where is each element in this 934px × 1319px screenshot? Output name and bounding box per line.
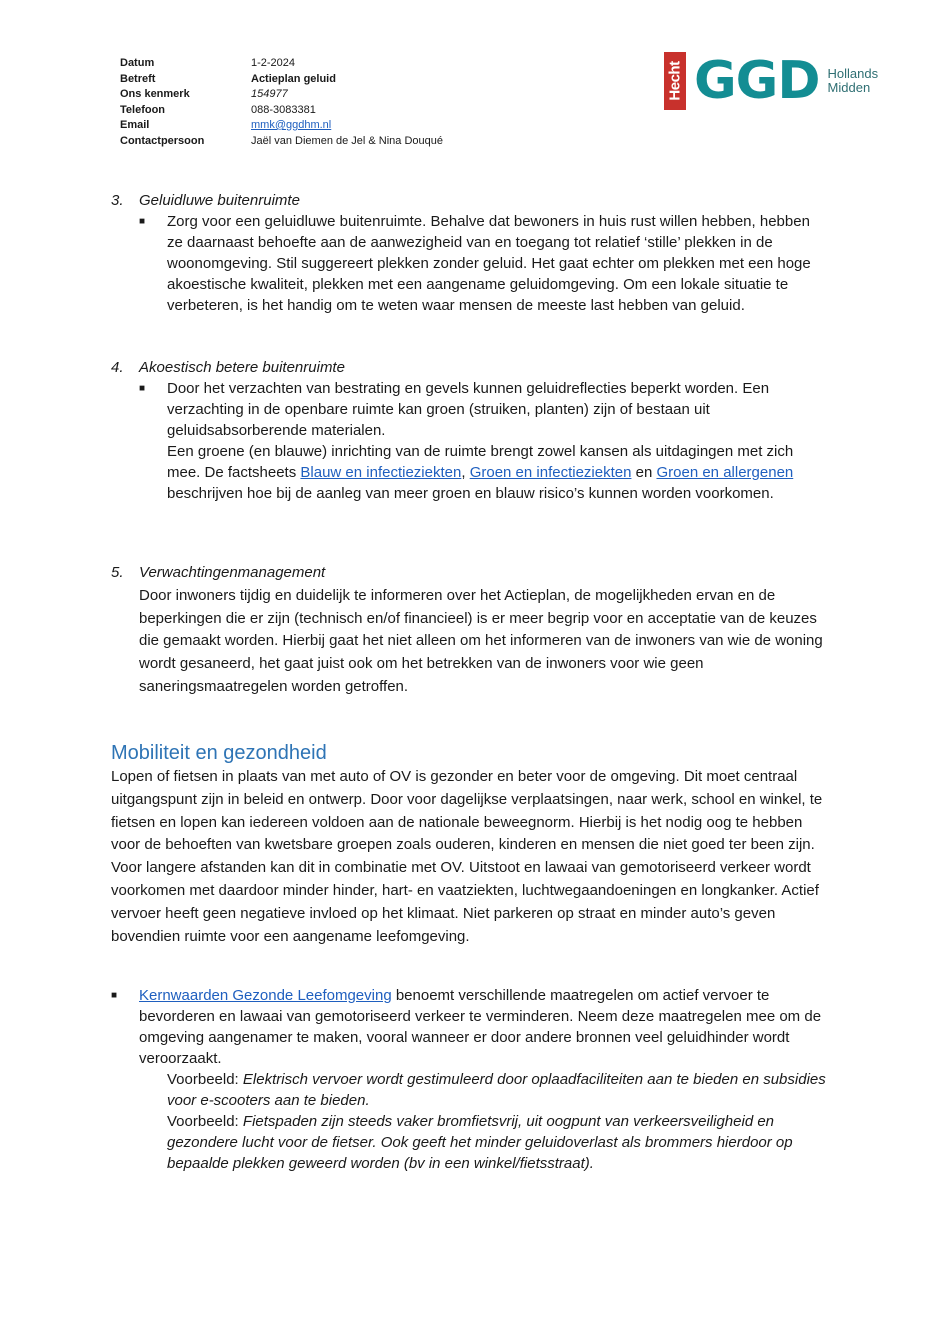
paragraph: Lopen of fietsen in plaats van met auto of OV is gezonder en beter voor de omgeving. Dit moet centraal uitgangspunt zijn in beleid en ontwerp. Door voor dagelijkse verplaatsingen, naar werk, school en winkel, te fietsen en lopen kan iedereen voldoen aan de nationale beweegnorm. Hierbij is het nodig oog te hebben voor de behoeften van kwetsbare groepen zoals ouderen, kinderen en mensen die niet goed ter been zijn. Voor langere afstanden kan dit in combinatie met OV. Uitstoot en lawaai van gemotoriseerd verkeer wordt voorkomen met daardoor minder hinder, hart- en vaatziekten, luchtwegaandoeningen en longkanker. Actief vervoer heeft geen negatieve invloed op het klimaat. Niet parkeren op straat en minder auto’s geven bovendien ruimte voor een aangename leefomgeving. bbox=[111, 768, 823, 945]
bullet-icon: ■ bbox=[111, 990, 118, 1001]
meta-row-date bbox=[120, 56, 443, 72]
meta-row-phone bbox=[120, 103, 443, 119]
region-name bbox=[828, 67, 879, 95]
bullet-item bbox=[139, 378, 826, 504]
item-number: 4. bbox=[111, 359, 124, 376]
paragraph bbox=[139, 985, 826, 1069]
meta-label: Betreft bbox=[120, 72, 156, 85]
link-kernwaarden[interactable]: Kernwaarden Gezonde Leefomgeving bbox=[139, 987, 392, 1004]
meta-label: Contactpersoon bbox=[120, 134, 205, 147]
link-groen-infectieziekten[interactable]: Groen en infectieziekten bbox=[469, 464, 632, 481]
meta-value: 154977 bbox=[251, 88, 288, 100]
mobility-bullet bbox=[111, 985, 826, 1174]
paragraph bbox=[167, 378, 826, 504]
section-mobility bbox=[111, 740, 826, 948]
paragraph: Door inwoners tijdig en duidelijk te informeren over het Actieplan, de mogelijkheden ervan en de beperkingen die er zijn (technisch en/of financieel) is er meer begrip voor en acceptatie van de keuzes die gemaakt worden. Hierbij gaat het niet alleen om het informeren van de inwoners van wie de woning wordt gesaneerd, het gaat juist ook om het betrekken van de inwoners voor wie geen saneringsmaatregelen worden getroffen. bbox=[139, 586, 823, 695]
meta-row-contact bbox=[120, 134, 443, 150]
text: en bbox=[631, 464, 657, 481]
meta-value: 088-3083381 bbox=[251, 103, 316, 116]
example-label: Voorbeeld: bbox=[167, 1113, 243, 1130]
region-line1: Hollands bbox=[827, 66, 879, 81]
example-2 bbox=[167, 1111, 826, 1174]
example-text: Fietspaden zijn steeds vaker bromfietsvrij, uit oogpunt van verkeersveiligheid en gezondere lucht voor de fietser. Ook geeft het minder geluidoverlast als brommers hierdoor op bepaalde plekken geweerd worden (bv in een winkel/fietsstraat). bbox=[167, 1113, 793, 1172]
letter-metadata bbox=[120, 56, 443, 149]
meta-label: Email bbox=[120, 119, 150, 131]
email-link[interactable]: mmk@ggdhm.nl bbox=[251, 119, 332, 131]
item-heading bbox=[111, 357, 826, 378]
meta-row-subject bbox=[120, 72, 443, 88]
item-3 bbox=[111, 190, 826, 316]
ggd-wordmark: GGD bbox=[694, 51, 820, 111]
link-blauw-infectieziekten[interactable]: Blauw en infectieziekten bbox=[300, 464, 462, 481]
item-number: 5. bbox=[111, 564, 124, 581]
bullet-icon: ■ bbox=[139, 216, 146, 227]
paragraph-text: Door het verzachten van bestrating en gevels kunnen geluidreflecties beperkt worden. Een verzachting in de openbare ruimte kan groen (struiken, planten) zijn of bestaan uit geluidsabsorberende materialen. bbox=[167, 380, 770, 439]
paragraph-text-links bbox=[167, 441, 826, 504]
item-heading bbox=[111, 562, 826, 585]
meta-value: Jaël van Diemen de Jel & Nina Douqué bbox=[251, 134, 444, 147]
region-line2: Midden bbox=[827, 80, 871, 95]
meta-label: Datum bbox=[120, 57, 155, 69]
bullet-icon: ■ bbox=[139, 383, 146, 394]
item-title: Verwachtingenmanagement bbox=[139, 564, 326, 581]
item-heading bbox=[111, 190, 826, 211]
text: Een groene (en blauwe) inrichting van de ruimte brengt zowel kansen als uitdagingen met zich mee. De factsheets bbox=[167, 443, 794, 481]
meta-value: Actieplan geluid bbox=[251, 72, 336, 85]
meta-row-reference bbox=[120, 87, 443, 103]
example-text: Elektrisch vervoer wordt gestimuleerd door oplaadfaciliteiten aan te bieden en subsidies voor e-scooters aan te bieden. bbox=[167, 1071, 826, 1109]
paragraph: Zorg voor een geluidluwe buitenruimte. Behalve dat bewoners in huis rust willen hebben, hebben ze daarnaast behoefte aan de aanwezigheid van en toegang tot relatief ‘stille’ plekken in de woonomgeving. Stil suggereert plekken zonder geluid. Het gaat echter om plekken met een hoge akoestische kwaliteit, plekken met een aangename geluidomgeving. Om een lokale situatie te verbeteren, is het handig om te weten waar mensen de meeste last hebben van geluid. bbox=[167, 213, 811, 314]
item-number: 3. bbox=[111, 192, 124, 209]
item-5 bbox=[111, 562, 826, 699]
meta-row-email bbox=[120, 118, 443, 134]
text: benoemt verschillende maatregelen om actief vervoer te bevorderen en lawaai van gemotoriseerd verkeer te verminderen. Neem deze maatregelen mee om de omgeving aangenamer te maken, vooral wanneer er door andere bronnen veel geluidhinder wordt veroorzaakt. bbox=[139, 987, 822, 1067]
meta-value: 1-2-2024 bbox=[251, 57, 296, 69]
meta-label: Telefoon bbox=[120, 103, 166, 116]
text: , bbox=[461, 464, 470, 481]
item-title: Geluidluwe buitenruimte bbox=[139, 192, 300, 209]
bullet-item bbox=[139, 211, 826, 316]
item-4 bbox=[111, 357, 826, 504]
example-1 bbox=[167, 1069, 826, 1111]
example-label: Voorbeeld: bbox=[167, 1071, 243, 1088]
hecht-logo-mark bbox=[664, 52, 686, 110]
item-title: Akoestisch betere buitenruimte bbox=[139, 359, 345, 376]
text: beschrijven hoe bij de aanleg van meer groen en blauw risico’s kunnen worden voorkomen. bbox=[167, 485, 774, 502]
bullet-item bbox=[111, 985, 826, 1069]
link-groen-allergenen[interactable]: Groen en allergenen bbox=[656, 464, 794, 481]
hecht-text: Hecht bbox=[666, 61, 684, 101]
ggd-logo bbox=[664, 52, 878, 110]
meta-label: Ons kenmerk bbox=[120, 88, 190, 100]
section-heading: Mobiliteit en gezondheid bbox=[111, 742, 327, 764]
